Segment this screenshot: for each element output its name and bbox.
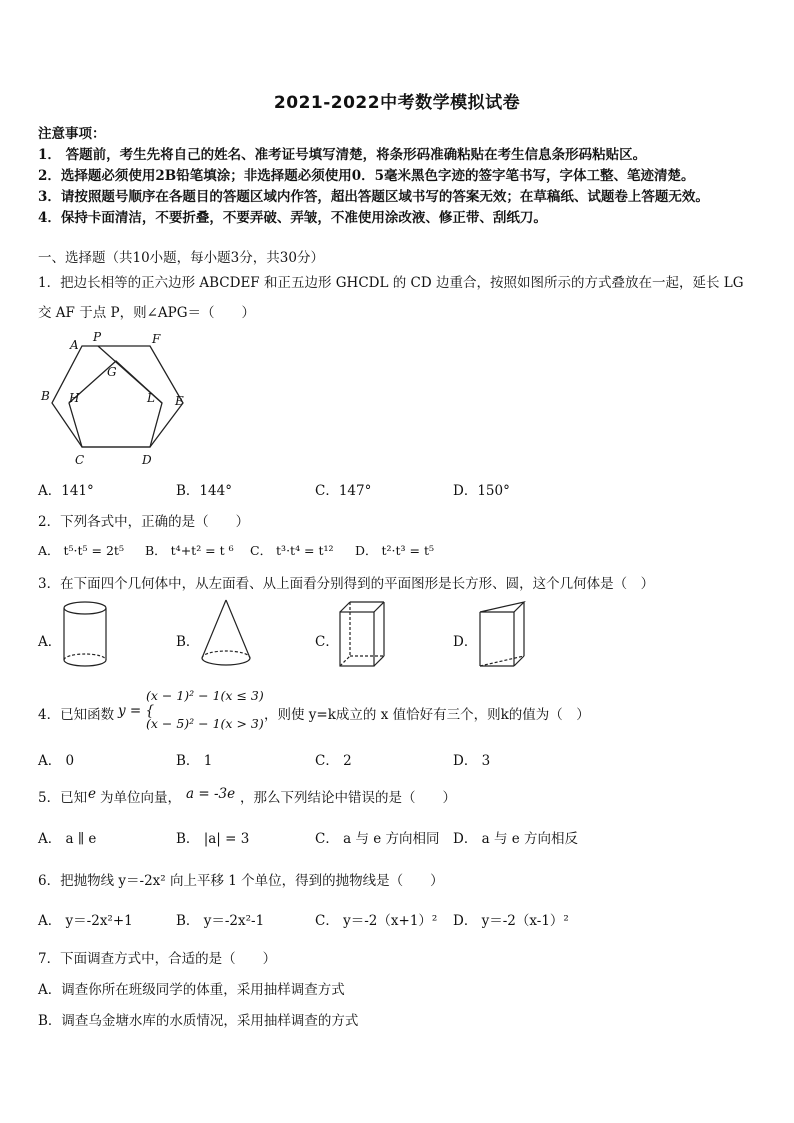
- label-D: D: [142, 453, 152, 467]
- q5-equation: a = -3e: [186, 786, 236, 802]
- q1-figure: [34, 328, 194, 470]
- q3-stem: 3．在下面四个几何体中，从左面看、从上面看分别得到的平面图形是长方形、圆，这个几何体是（ ）: [38, 576, 655, 592]
- q5-stem-c: ，那么下列结论中错误的是（ ）: [240, 790, 456, 806]
- q4-option-b: B． 1: [176, 753, 213, 769]
- q6-option-d: D． y＝-2（x-1）²: [453, 913, 569, 929]
- label-F: F: [152, 332, 161, 346]
- notice-item-1: 1． 答题前，考生先将自己的姓名、准考证号填写清楚，将条形码准确粘贴在考生信息条形码粘贴区。: [38, 147, 647, 163]
- label-P: P: [93, 330, 102, 344]
- page-title: 2021-2022中考数学模拟试卷: [273, 93, 521, 113]
- q2-option-b: B． t⁴+t² = t ⁶: [145, 543, 234, 558]
- q5-stem-b: 为单位向量，: [100, 790, 181, 806]
- cone-figure: [196, 596, 256, 672]
- label-H: H: [69, 391, 80, 405]
- label-E: E: [175, 394, 184, 408]
- q5-e: e: [88, 786, 96, 802]
- section-heading: 一、选择题（共10小题，每小题3分，共30分）: [38, 250, 324, 266]
- q6-option-c: C． y＝-2（x+1）²: [315, 913, 438, 929]
- q2-option-d: D． t²·t³ = t⁵: [355, 543, 434, 558]
- q6-option-a: A． y＝-2x²+1: [38, 913, 133, 929]
- q4-y: y = {: [118, 703, 155, 719]
- q2-stem: 2．下列各式中，正确的是（ ）: [38, 514, 250, 530]
- q3-option-c: C．: [315, 634, 339, 650]
- label-G: G: [107, 365, 117, 379]
- q4-prefix: 4．已知函数: [38, 707, 115, 723]
- q1-option-b: B．144°: [176, 483, 232, 499]
- q1-option-a: A．141°: [38, 483, 94, 499]
- q3-option-d: D．: [453, 634, 478, 650]
- label-C: C: [75, 453, 85, 467]
- triangular-prism-figure: [474, 598, 530, 672]
- q5-stem-a: 5．已知: [38, 790, 88, 806]
- q4-option-a: A． 0: [38, 753, 75, 769]
- notice-item-4: 4．保持卡面清洁，不要折叠，不要弄破、弄皱，不准使用涂改液、修正带、刮纸刀。: [38, 210, 547, 226]
- label-B: B: [41, 389, 50, 403]
- q5-option-c: C． a 与 e 方向相同: [315, 831, 440, 847]
- q1-option-c: C．147°: [315, 483, 372, 499]
- q7-option-b: B．调查乌金塘水库的水质情况，采用抽样调查的方式: [38, 1013, 359, 1029]
- cylinder-figure: [58, 598, 114, 670]
- prism-figure: [334, 598, 390, 672]
- q4-option-c: C． 2: [315, 753, 352, 769]
- q4-suffix: ，则使 y=k成立的 x 值恰好有三个，则k的值为（ ）: [264, 707, 590, 723]
- q1-option-d: D．150°: [453, 483, 510, 499]
- notice-item-3: 3．请按照题号顺序在各题目的答题区域内作答，超出答题区域书写的答案无效；在草稿纸、试题卷上答题无效。: [38, 189, 709, 205]
- q6-stem: 6．把抛物线 y＝-2x² 向上平移 1 个单位，得到的抛物线是（ ）: [38, 873, 444, 889]
- q4-case-1: (x − 1)² − 1(x ≤ 3): [146, 688, 264, 703]
- q6-option-b: B． y＝-2x²-1: [176, 913, 265, 929]
- notice-item-2: 2．选择题必须使用2B铅笔填涂；非选择题必须使用0．5毫米黑色字迹的签字笔书写，字体工整、笔迹清楚。: [38, 168, 695, 184]
- q2-option-a: A． t⁵·t⁵ = 2t⁵: [38, 543, 124, 558]
- label-L: L: [147, 391, 155, 405]
- q1-stem-line1: 1．把边长相等的正六边形 ABCDEF 和正五边形 GHCDL 的 CD 边重合，按照如图所示的方式叠放在一起，延长 LG: [38, 275, 744, 291]
- q5-option-b: B． |a| = 3: [176, 831, 250, 847]
- q2-option-c: C． t³·t⁴ = t¹²: [250, 543, 334, 558]
- q4-option-d: D． 3: [453, 753, 491, 769]
- q3-option-a: A．: [38, 634, 62, 650]
- label-A: A: [70, 338, 79, 352]
- q5-option-d: D． a 与 e 方向相反: [453, 831, 579, 847]
- q4-case-2: (x − 5)² − 1(x > 3): [146, 716, 264, 731]
- q7-option-a: A．调查你所在班级同学的体重，采用抽样调查方式: [38, 982, 345, 998]
- notice-heading: 注意事项：: [38, 126, 106, 142]
- q3-option-b: B．: [176, 634, 200, 650]
- q1-stem-line2: 交 AF 于点 P，则∠APG＝（ ）: [38, 305, 256, 321]
- q7-stem: 7．下面调查方式中，合适的是（ ）: [38, 951, 277, 967]
- q5-option-a: A． a ∥ e: [38, 831, 97, 847]
